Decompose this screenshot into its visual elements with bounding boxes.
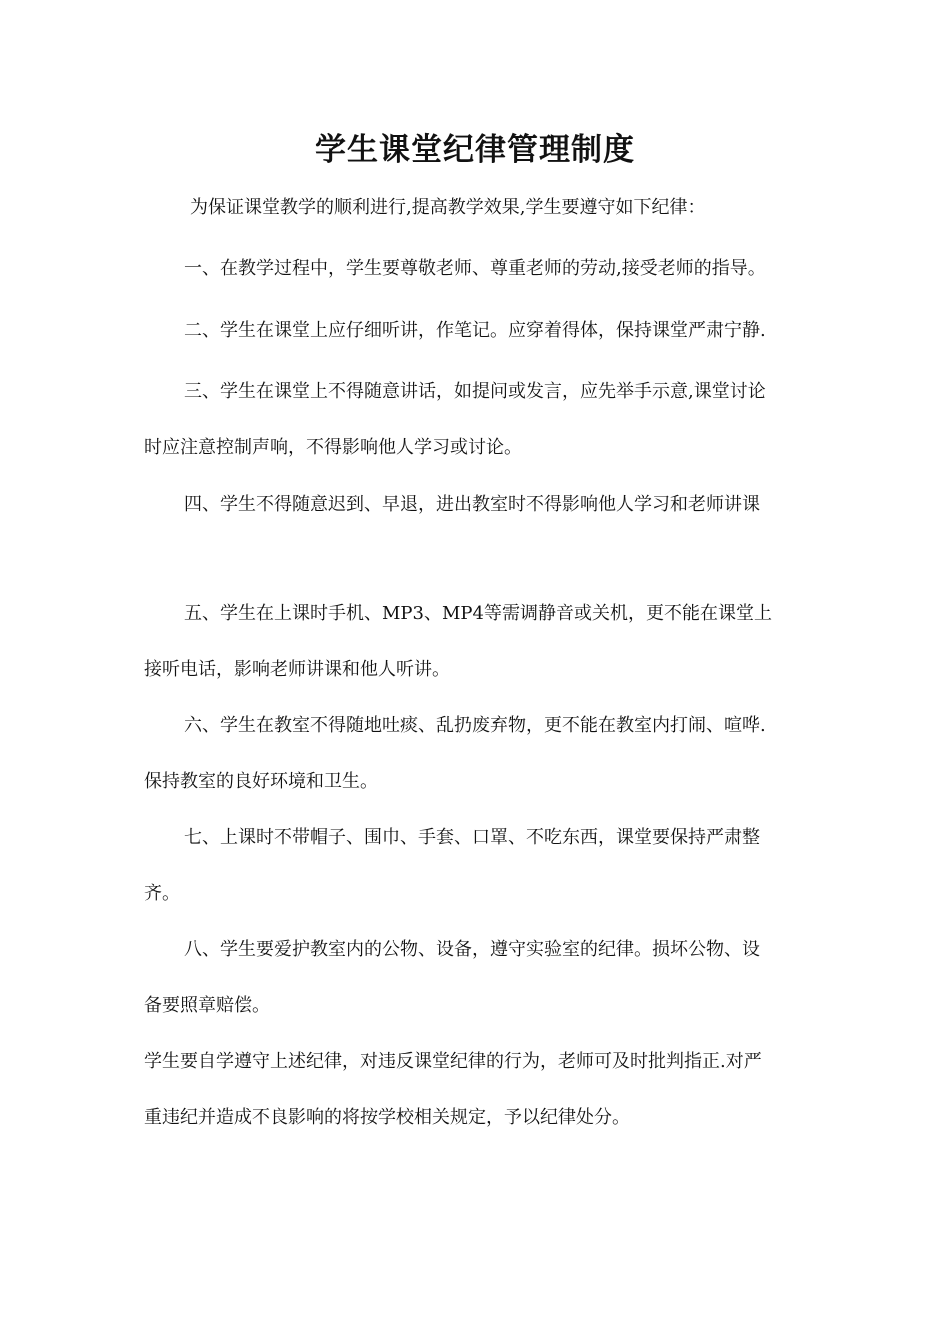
rule-6-line-2: 保持教室的良好环境和卫生。 — [144, 771, 378, 792]
rule-5-line-1: 五、学生在上课时手机、MP3、MP4等需调静音或关机，更不能在课堂上 — [184, 603, 772, 624]
rule-1-line-1: 一、在教学过程中，学生要尊敬老师、尊重老师的劳动,接受老师的指导。 — [184, 258, 766, 279]
rule-7 — [144, 810, 808, 922]
closing-line-1: 学生要自学遵守上述纪律，对违反课堂纪律的行为，老师可及时批判指正.对严 — [144, 1051, 762, 1072]
rule-1 — [144, 241, 808, 297]
intro-line: 为保证课堂教学的顺利进行,提高教学效果,学生要遵守如下纪律： — [190, 197, 706, 218]
intro-paragraph — [144, 180, 808, 236]
document-title: 学生课堂纪律管理制度 — [315, 132, 635, 168]
closing-line-2: 重违纪并造成不良影响的将按学校相关规定，予以纪律处分。 — [144, 1107, 630, 1128]
closing-paragraph — [144, 1034, 808, 1146]
rule-2-line-1: 二、学生在课堂上应仔细听讲，作笔记。应穿着得体，保持课堂严肃宁静. — [184, 320, 766, 341]
rule-3-line-2: 时应注意控制声响，不得影响他人学习或讨论。 — [144, 437, 522, 458]
rule-6 — [144, 698, 808, 810]
rule-4-line-1: 四、学生不得随意迟到、早退，进出教室时不得影响他人学习和老师讲课 — [184, 494, 760, 515]
rule-8-line-2: 备要照章赔偿。 — [144, 995, 270, 1016]
rule-8-line-1: 八、学生要爱护教室内的公物、设备，遵守实验室的纪律。损坏公物、设 — [184, 939, 760, 960]
rule-2 — [144, 303, 808, 359]
rule-5 — [144, 586, 808, 698]
rule-6-line-1: 六、学生在教室不得随地吐痰、乱扔废弃物，更不能在教室内打闹、喧哗. — [184, 715, 766, 736]
rule-4 — [144, 477, 808, 533]
rule-5-line-2: 接听电话，影响老师讲课和他人听讲。 — [144, 659, 450, 680]
rule-8 — [144, 922, 808, 1034]
rule-7-line-1: 七、上课时不带帽子、围巾、手套、口罩、不吃东西，课堂要保持严肃整 — [184, 827, 760, 848]
rule-3-line-1: 三、学生在课堂上不得随意讲话，如提问或发言，应先举手示意,课堂讨论 — [184, 381, 766, 402]
rule-3 — [144, 364, 808, 476]
rule-7-line-2: 齐。 — [144, 883, 180, 904]
